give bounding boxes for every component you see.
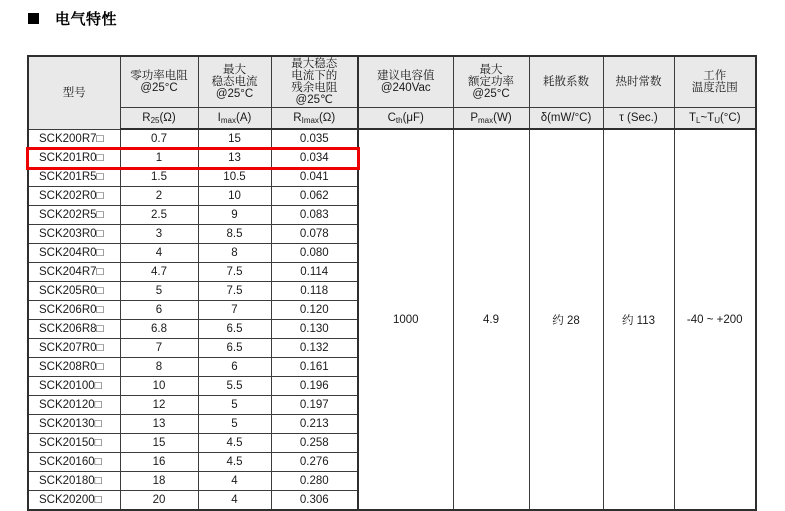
model-cell: SCK201R0□ — [28, 149, 120, 168]
imax-cell: 8.5 — [198, 225, 271, 244]
model-cell: SCK204R0□ — [28, 244, 120, 263]
header-desc-row — [28, 56, 756, 108]
electrical-characteristics-table-wrap — [27, 55, 759, 511]
rimax-cell: 0.280 — [271, 472, 358, 491]
r25-cell: 15 — [120, 434, 198, 453]
merged-tau-cell: 约 113 — [603, 129, 674, 510]
imax-cell: 4.5 — [198, 453, 271, 472]
imax-cell: 5.5 — [198, 377, 271, 396]
rimax-cell: 0.258 — [271, 434, 358, 453]
model-cell: SCK206R0□ — [28, 301, 120, 320]
imax-cell: 6.5 — [198, 320, 271, 339]
r25-cell: 20 — [120, 491, 198, 511]
rimax-cell: 0.035 — [271, 129, 358, 149]
model-cell: SCK206R8□ — [28, 320, 120, 339]
column-header-3: 建议电容值 @240Vac — [358, 56, 453, 108]
unit-header-1: $I_{max}(A)$ — [198, 108, 271, 130]
r25-cell: 3 — [120, 225, 198, 244]
rimax-cell: 0.120 — [271, 301, 358, 320]
r25-cell: 6 — [120, 301, 198, 320]
model-cell: SCK208R0□ — [28, 358, 120, 377]
unit-header-0: $R_{25}(\Omega)$ — [120, 108, 198, 130]
section-bullet-icon — [28, 13, 39, 24]
r25-cell: 0.7 — [120, 129, 198, 149]
model-cell: SCK200R7□ — [28, 129, 120, 149]
r25-cell: 10 — [120, 377, 198, 396]
column-header-4: 最大 额定功率 @25°C — [453, 56, 529, 108]
unit-header-3: $C_{th}(\mu F)$ — [358, 108, 453, 130]
imax-cell: 8 — [198, 244, 271, 263]
imax-cell: 5 — [198, 396, 271, 415]
unit-header-2: $R_{Imax}(\Omega)$ — [271, 108, 358, 130]
r25-cell: 2.5 — [120, 206, 198, 225]
r25-cell: 6.8 — [120, 320, 198, 339]
imax-cell: 15 — [198, 129, 271, 149]
table-header — [28, 56, 756, 129]
r25-cell: 16 — [120, 453, 198, 472]
rimax-cell: 0.118 — [271, 282, 358, 301]
merged-delta-cell: 约 28 — [529, 129, 603, 510]
model-cell: SCK20130□ — [28, 415, 120, 434]
imax-cell: 7 — [198, 301, 271, 320]
r25-cell: 5 — [120, 282, 198, 301]
r25-cell: 18 — [120, 472, 198, 491]
rimax-cell: 0.080 — [271, 244, 358, 263]
r25-cell: 4 — [120, 244, 198, 263]
model-cell: SCK20100□ — [28, 377, 120, 396]
imax-cell: 4.5 — [198, 434, 271, 453]
model-cell: SCK202R5□ — [28, 206, 120, 225]
imax-cell: 10 — [198, 187, 271, 206]
rimax-cell: 0.083 — [271, 206, 358, 225]
column-header-7: 工作 温度范围 — [674, 56, 756, 108]
imax-cell: 6.5 — [198, 339, 271, 358]
r25-cell: 4.7 — [120, 263, 198, 282]
imax-cell: 7.5 — [198, 263, 271, 282]
rimax-cell: 0.197 — [271, 396, 358, 415]
column-header-1: 最大 稳态电流 @25°C — [198, 56, 271, 108]
model-cell: SCK202R0□ — [28, 187, 120, 206]
imax-cell: 6 — [198, 358, 271, 377]
model-cell: SCK204R7□ — [28, 263, 120, 282]
column-header-0: 零功率电阻 @25°C — [120, 56, 198, 108]
unit-header-4: $P_{max}(W)$ — [453, 108, 529, 130]
model-cell: SCK20120□ — [28, 396, 120, 415]
table-row — [28, 129, 756, 149]
table-body — [28, 129, 756, 510]
rimax-cell: 0.132 — [271, 339, 358, 358]
imax-cell: 7.5 — [198, 282, 271, 301]
model-cell: SCK20160□ — [28, 453, 120, 472]
merged-temp-range-cell: -40 ~ +200 — [674, 129, 756, 510]
r25-cell: 1.5 — [120, 168, 198, 187]
rimax-cell: 0.034 — [271, 149, 358, 168]
imax-cell: 4 — [198, 472, 271, 491]
model-cell: SCK203R0□ — [28, 225, 120, 244]
model-cell: SCK201R5□ — [28, 168, 120, 187]
r25-cell: 1 — [120, 149, 198, 168]
electrical-characteristics-table — [27, 55, 757, 511]
header-unit-row — [28, 108, 756, 130]
rimax-cell: 0.041 — [271, 168, 358, 187]
model-cell: SCK20150□ — [28, 434, 120, 453]
unit-header-7: $T_L\sim T_U(^\circ C)$ — [674, 108, 756, 130]
model-cell: SCK207R0□ — [28, 339, 120, 358]
r25-cell: 12 — [120, 396, 198, 415]
imax-cell: 9 — [198, 206, 271, 225]
r25-cell: 7 — [120, 339, 198, 358]
page-title: 电气特性 — [55, 10, 118, 28]
rimax-cell: 0.130 — [271, 320, 358, 339]
unit-header-5: δ(mW/°C) — [529, 108, 603, 130]
rimax-cell: 0.306 — [271, 491, 358, 511]
imax-cell: 5 — [198, 415, 271, 434]
model-cell: SCK20180□ — [28, 472, 120, 491]
model-cell: SCK20200□ — [28, 491, 120, 511]
section-title — [28, 9, 117, 27]
imax-cell: 10.5 — [198, 168, 271, 187]
rimax-cell: 0.078 — [271, 225, 358, 244]
r25-cell: 8 — [120, 358, 198, 377]
r25-cell: 2 — [120, 187, 198, 206]
column-header-5: 耗散系数 — [529, 56, 603, 108]
rimax-cell: 0.114 — [271, 263, 358, 282]
rimax-cell: 0.276 — [271, 453, 358, 472]
imax-cell: 4 — [198, 491, 271, 511]
column-header-2: 最大稳态 电流下的 残余电阻 @25℃ — [271, 56, 358, 108]
model-cell: SCK205R0□ — [28, 282, 120, 301]
merged-pmax-cell: 4.9 — [453, 129, 529, 510]
rimax-cell: 0.196 — [271, 377, 358, 396]
unit-header-6: τ (Sec.) — [603, 108, 674, 130]
model-column-header: 型号 — [28, 56, 120, 129]
rimax-cell: 0.161 — [271, 358, 358, 377]
rimax-cell: 0.213 — [271, 415, 358, 434]
merged-cth-cell: 1000 — [358, 129, 453, 510]
column-header-6: 热时常数 — [603, 56, 674, 108]
rimax-cell: 0.062 — [271, 187, 358, 206]
imax-cell: 13 — [198, 149, 271, 168]
r25-cell: 13 — [120, 415, 198, 434]
